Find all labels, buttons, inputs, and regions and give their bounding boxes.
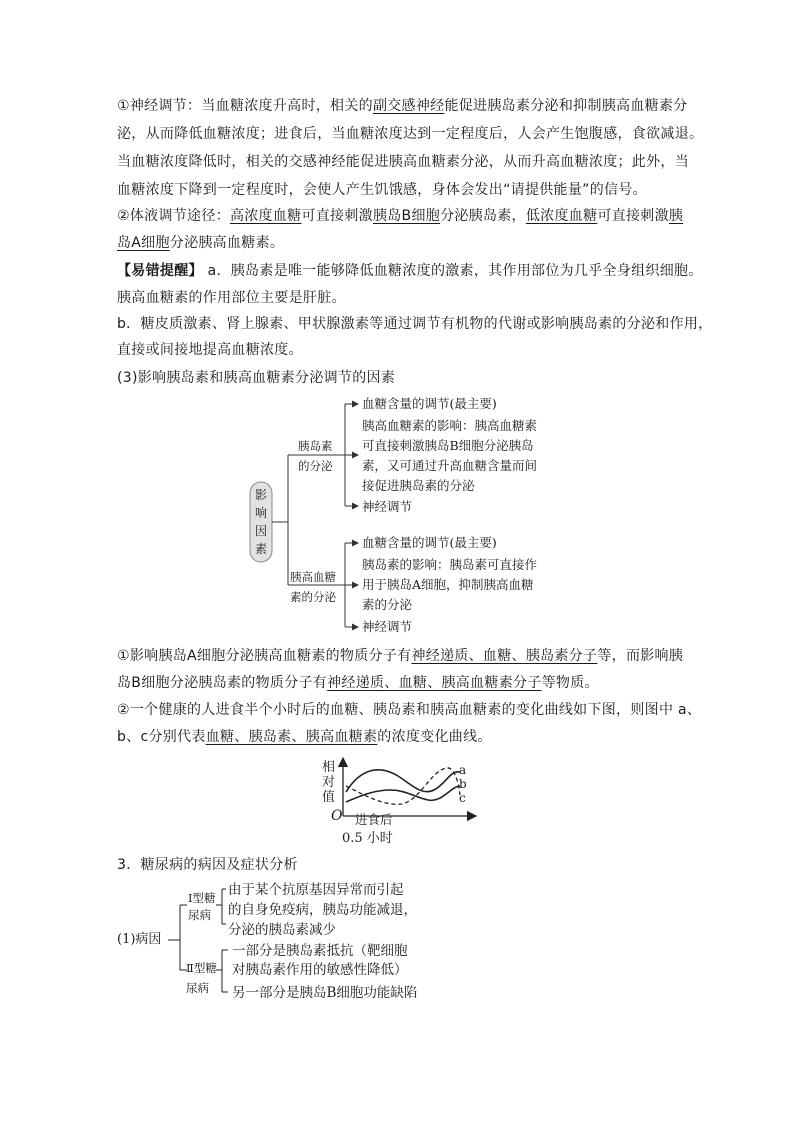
tip-line2: 胰高血糖素的作用部位主要是肝脏。 <box>117 290 346 306</box>
underlined-answer: 低浓度血糖 <box>525 208 598 224</box>
label-line: Ⅱ型糖 <box>186 961 217 975</box>
underlined-answer: 神经递质、血糖、胰岛素分子 <box>411 648 598 664</box>
type1-text <box>228 880 417 940</box>
diabetes-root: (1)病因 <box>117 932 162 947</box>
item-line: 胰岛素的影响：胰岛素可直接作 <box>362 557 538 572</box>
para1-line3: 当血糖浓度降低时，相关的交感神经能促进胰高血糖素分泌，从而升高血糖浓度；此外，当 <box>117 154 689 170</box>
text: 能促进胰岛素分泌和抑制胰高血糖素分 <box>444 98 688 114</box>
section3-title: (3)影响胰岛素和胰高血糖素分泌调节的因素 <box>117 370 396 386</box>
text: a．胰岛素是唯一能够降低血糖浓度的激素，其作用部位为几乎全身组织细胞。 <box>202 263 703 279</box>
text: ②体液调节途径： <box>117 208 230 224</box>
chart-xlabel: 进食后 <box>355 812 393 827</box>
para1-line4: 血糖浓度下降到一定程度时，会使人产生饥饿感，身体会发出“请提供能量”的信号。 <box>117 182 647 198</box>
diabetes-title: 3．糖尿病的病因及症状分析 <box>117 857 298 873</box>
root-char: 素 <box>254 542 267 556</box>
underlined-answer: 血糖、胰岛素、胰高血糖素 <box>205 729 378 745</box>
label-line: 胰岛素 <box>298 439 333 453</box>
text: ①神经调节：当血糖浓度升高时，相关的 <box>117 98 373 114</box>
type2-label <box>186 958 217 998</box>
label-line: 的分泌 <box>298 459 333 473</box>
underlined-answer: 胰岛B细胞 <box>372 208 441 224</box>
underlined-answer: 副交感神经 <box>372 98 445 114</box>
item-line: 可直接刺激胰岛B细胞分泌胰岛 <box>362 438 534 453</box>
text: 等物质。 <box>541 675 599 691</box>
branch1-item3: 神经调节 <box>362 499 413 514</box>
root-char: 响 <box>254 506 267 520</box>
tip-line4: 直接或间接地提高血糖浓度。 <box>117 342 303 358</box>
item-line: 接促进胰岛素的分泌 <box>362 478 475 493</box>
text: 分泌胰岛素， <box>440 208 526 224</box>
text-line: 分泌的胰岛素减少 <box>228 922 336 938</box>
branch2-item1: 血糖含量的调节(最主要) <box>362 535 497 550</box>
underlined-answer: 神经递质、血糖、胰高血糖素分子 <box>327 675 542 691</box>
text: 等，而影响胰 <box>597 648 684 664</box>
text-line: 由于某个抗原基因异常而引起 <box>228 882 404 898</box>
branch1-item1: 血糖含量的调节(最主要) <box>362 396 497 411</box>
type2-text-2: 对胰岛素作用的敏感性降低） <box>232 962 408 978</box>
tip-line3: b．糖皮质激素、肾上腺素、甲状腺激素等通过调节有机物的代谢或影响胰岛素的分泌和作用， <box>117 316 713 332</box>
type2-text-1: 一部分是胰岛素抵抗（靶细胞 <box>232 943 408 959</box>
branch2-item3: 神经调节 <box>362 619 413 634</box>
chart-caption: 0.5 小时 <box>342 831 393 846</box>
text: ①影响胰岛A细胞分泌胰高血糖素的物质分子有 <box>117 648 412 664</box>
type1-label <box>188 890 216 924</box>
root-char: 影 <box>254 488 267 502</box>
chart-ylabel: 相对值 <box>322 760 336 805</box>
underlined-answer: 高浓度血糖 <box>229 208 302 224</box>
series-label-c: c <box>459 791 466 805</box>
chart-origin: O <box>331 808 343 824</box>
series-label-b: b <box>459 777 467 791</box>
item-line: 胰高血糖素的影响：胰高血糖素 <box>362 418 538 433</box>
para1-line2: 泌，从而降低血糖浓度；进食后，当血糖浓度达到一定程度后，人会产生饱腹感，食欲减退。 <box>117 126 704 142</box>
text: b、c分别代表 <box>117 729 206 745</box>
root-char: 因 <box>254 524 267 538</box>
underlined-answer: 岛A细胞 <box>117 235 170 251</box>
text-line: 的自身免疫病，胰岛功能减退， <box>228 902 417 918</box>
item-line: 素，又可通过升高血糖含量而间 <box>362 458 538 473</box>
label-line: 尿病 <box>186 981 209 995</box>
series-label-a: a <box>459 763 467 777</box>
text: 岛B细胞分泌胰岛素的物质分子有 <box>117 675 328 691</box>
para5-line1: ②一个健康的人进食半个小时后的血糖、胰岛素和胰高血糖素的变化曲线如下图，则图中 a、 <box>117 702 702 718</box>
label-line: Ⅰ型糖 <box>188 891 216 905</box>
item-line: 素的分泌 <box>362 597 413 612</box>
label-line: 尿病 <box>188 908 211 922</box>
tip-tag: 【易错提醒】 <box>117 263 203 279</box>
label-line: 素的分泌 <box>290 590 336 604</box>
type2-text-3: 另一部分是胰岛B细胞功能缺陷 <box>232 985 418 1001</box>
text: 可直接刺激 <box>597 208 669 224</box>
underlined-answer: 胰 <box>668 208 684 224</box>
item-line: 用于胰岛A细胞，抑制胰高血糖 <box>362 577 534 592</box>
text: 分泌胰高血糖素。 <box>169 235 285 251</box>
text: 的浓度变化曲线。 <box>377 729 492 745</box>
text: 可直接刺激 <box>301 208 373 224</box>
label-line: 胰高血糖 <box>290 570 336 584</box>
